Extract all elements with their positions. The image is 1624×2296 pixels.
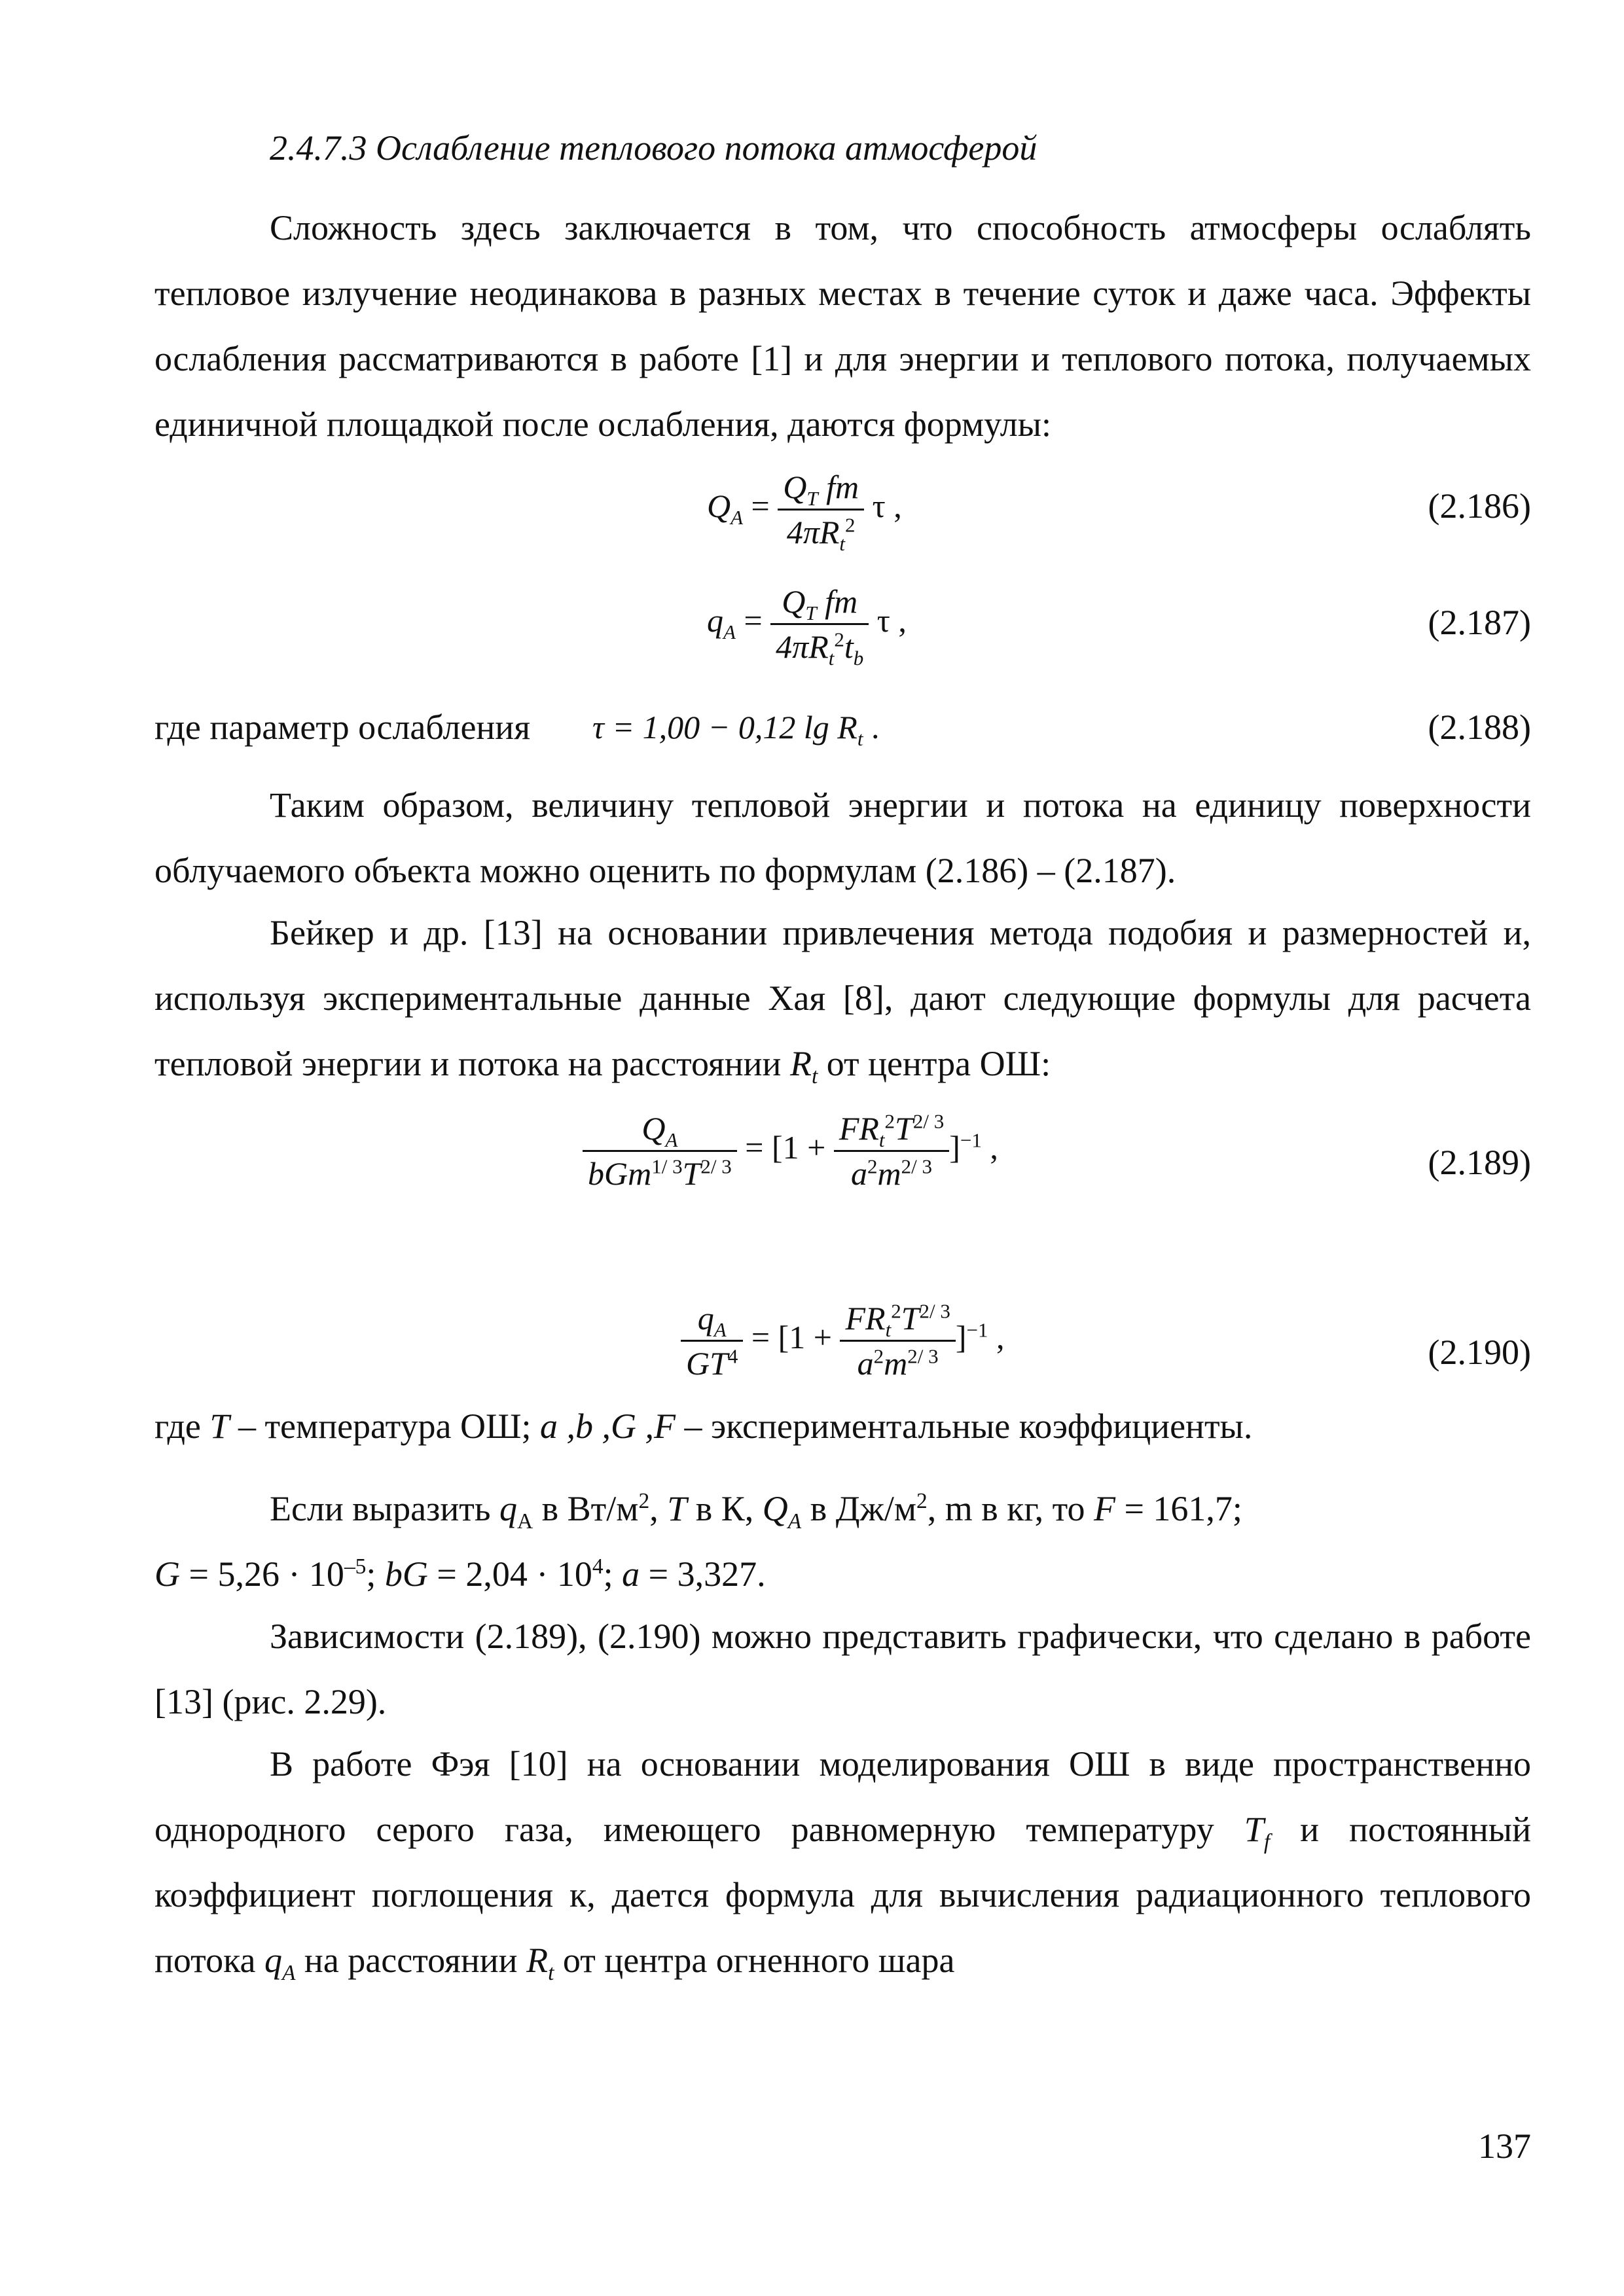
equation-number-2-186: (2.186) [1428,486,1531,526]
equation-number-2-190: (2.190) [1428,1333,1531,1372]
equation-2-189-right-fraction: $\frac{FR_t^2T^{2/ 3}}{a^2m^{2/ 3}}$ [834,1109,949,1193]
equation-2-189-left-fraction: $\frac{Q_A}{bGm^{1/ 3}T^{2/ 3}}$ [583,1109,737,1193]
equation-2-190-right-fraction: $\frac{FR_t^2T^{2/ 3}}{a^2m^{2/ 3}}$ [840,1299,955,1382]
equation-2-186-fraction: $\frac{Q_T fm}{4\pi R_t^2}$ [778,468,864,551]
paragraph-3: Таким образом, величину тепловой энергии и потока на единицу поверхности облучаемого объекта можно оценить по формулам (2.186) – (2.187). [154,785,1531,890]
equation-number-2-189: (2.189) [1428,1143,1531,1182]
paragraph-1 [154,195,1531,457]
equation-2-189: $\frac{Q_A}{bGm^{1/ 3}T^{2/ 3}}$ = [1 + $\frac{FR_t^2T^{2/ 3}}{a^2m^{2/ 3}}$ ]$^{-1}$ , [583,1109,998,1193]
page-number: 137 [1478,2126,1531,2166]
paragraph-1-text: Сложность здесь заключается в том, что способность атмосферы ослаблять тепловое излучение неодинакова в разных местах в течение суток и даже часа. Эффекты ослабления рассматриваются в работе [1] и для энергии и теплового потока, получаемых единичной площадкой после ослабления, даются формулы: [154,208,1531,444]
equation-2-190-left-fraction: $\frac{q_A}{GT^4}$ [681,1299,743,1382]
attenuation-parameter-line: где параметр ослабления [154,708,531,747]
paragraph-8: Зависимости (2.189), (2.190) можно представить графически, что сделано в работе [13] (рис. 2.29). [154,1617,1531,1721]
equation-2-187-fraction: $\frac{Q_T fm}{4\pi R_t^2t_b}$ [770,583,869,666]
paragraph-6: Если выразить $q_A$ в $Вт/м^2$, T в К, $Q_A$ в $Дж/м^2$, m в кг, то F = 161,7; $G = 5,26 \cdot 10^{-5}$; bG = $2,04 \cdot 10^4$; a = 3,327. [154,1489,1242,1594]
equation-number-2-188: (2.188) [1428,708,1531,747]
coefficients-line: где T – температура ОШ; a ,b ,G ,F – экспериментальные коэффициенты. [154,1407,1253,1446]
paragraph-9: В работе Фэя [10] на основании моделирования ОШ в виде пространственно однородного серого газа, имеющего равномерную температуру $T_f$ и постоянный коэффициент поглощения к, дается формула для вычисления радиационного теплового потока $q_A$ на расстоянии $R_t$ от центра огненного шара [154,1744,1531,1985]
equation-2-190: $\frac{q_A}{GT^4}$ = [1 + $\frac{FR_t^2T^{2/ 3}}{a^2m^{2/ 3}}$ ]$^{-1}$ , [681,1299,1005,1382]
paragraph-4: Бейкер и др. [13] на основании привлечения метода подобия и размерностей и, используя экспериментальные данные Хая [8], дают следующие формулы для расчета тепловой энергии и потока на расстоянии $R_t$ от центра ОШ: [154,913,1531,1088]
equation-number-2-187: (2.187) [1428,603,1531,642]
equation-2-187: $q_A$ = $\frac{Q_T fm}{4\pi R_t^2t_b}$ τ , [707,583,907,670]
equation-2-186: $Q_A$ = $\frac{Q_T fm}{4\pi R_t^2}$ τ , [707,469,902,555]
section-heading: 2.4.7.3 Ослабление теплового потока атмосферой [270,128,1038,168]
equation-2-188: τ = 1,00 − 0,12 $\lg R_t$ . [592,709,880,750]
